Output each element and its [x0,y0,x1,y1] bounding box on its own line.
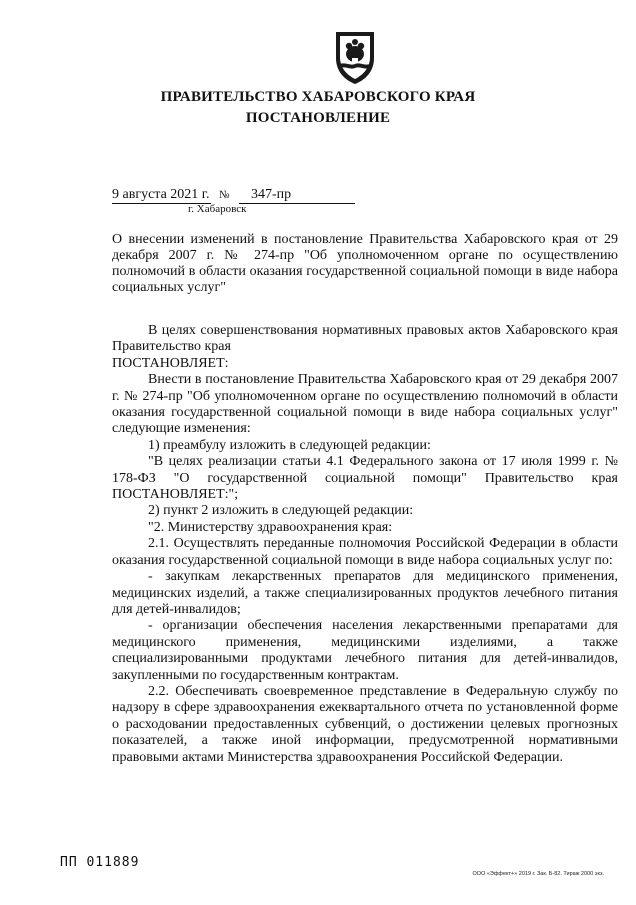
item-2-text: "2. Министерству здравоохранения края: [148,519,393,535]
document-number: 347-пр [239,187,355,204]
document-subject: О внесении изменений в постановление Правительства Хабаровского края от 29 декабря 2007 г. № 274-пр "Об уполномоченном органе по осуществлению полномочий в области оказания государственной социальной помощи в виде набора социальных услуг" [112,232,618,295]
date-number-line [112,187,355,204]
paragraph-2-1-b: - организации обеспечения населения лекарственными препаратами для медицинского применения, медицинскими изделиями, а также специализированными продуктами лечебного питания для детей-инвалидов, закупленными по государственным контрактам. [112,618,618,683]
document-city: г. Хабаровск [188,203,247,215]
item-1: 1) преамбулу изложить в следующей редакции: [148,437,431,453]
paragraph-2-1: 2.1. Осуществлять переданные полномочия Российской Федерации в области оказания государственной социальной помощи в виде набора социальных услуг по: [112,536,618,568]
item-1-text: "В целях реализации статьи 4.1 Федерального закона от 17 июля 1999 г. № 178-ФЗ "О государственной социальной помощи" Правительство края ПОСТАНОВЛЯЕТ:"; [112,454,618,503]
resolves-heading: ПОСТАНОВЛЯЕТ: [112,355,229,371]
item-2: 2) пункт 2 изложить в следующей редакции: [148,503,414,519]
number-sign: № [218,189,230,201]
document-type: ПОСТАНОВЛЕНИЕ [245,110,391,126]
form-serial-number: ПП 011889 [60,855,140,870]
paragraph-2-2: 2.2. Обеспечивать своевременное представление в Федеральную службу по надзору в сфере здравоохранения ежеквартального отчета по установленной форме о расходовании предоставленных субвенций, о достижении целевых прогнозных показателей, а также иной информации, предусмотренной нормативными правовыми актами Министерства здравоохранения Российской Федерации. [112,683,618,765]
intro-paragraph: Внести в постановление Правительства Хабаровского края от 29 декабря 2007 г. № 274-пр "Об уполномоченном органе по осуществлению полномочий в области оказания государственной социальной помощи в виде набора социальных услуг" следующие изменения: [112,372,618,437]
preamble-paragraph: В целях совершенствования нормативных правовых актов Хабаровского края Правительство края [112,323,618,355]
coat-of-arms-icon [332,28,378,86]
document-date: 9 августа 2021 г. [112,187,210,202]
document-body [112,323,618,766]
organization-title: ПРАВИТЕЛЬСТВО ХАБАРОВСКОГО КРАЯ [160,89,476,105]
paragraph-2-1-a: - закупкам лекарственных препаратов для медицинского применения, медицинских изделий, а также специализированных продуктов лечебного питания для детей-инвалидов; [112,569,618,617]
print-info: ООО «Эффект+» 2019 г. Зак. Б-82. Тираж 2000 экз. [472,871,604,877]
